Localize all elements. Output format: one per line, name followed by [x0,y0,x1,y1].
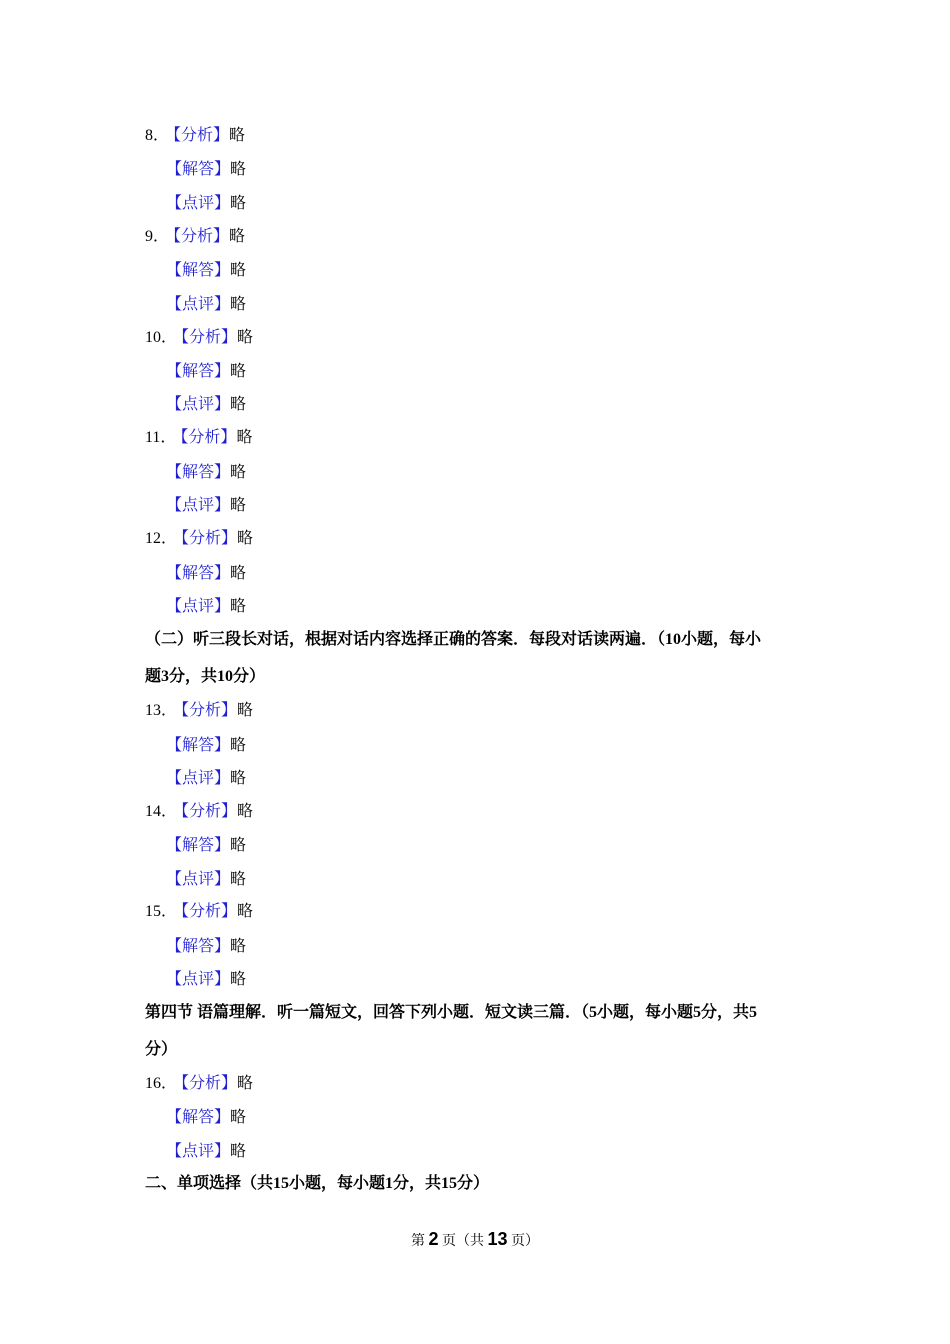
answer-text: 略 [237,1075,254,1092]
section-heading: 题3分，共10分） [145,668,266,685]
section-tag: 【分析】 [173,228,230,245]
section-tag: 【分析】 [181,903,238,920]
answer-line [166,158,246,182]
answer-text: 略 [230,938,247,955]
answer-text: 略 [230,396,247,413]
answer-text: 略 [237,329,254,346]
question-line [145,1072,253,1096]
answer-text: 略 [230,1109,247,1126]
question-line [145,527,253,551]
answer-text: 略 [237,803,254,820]
answer-line [166,1140,246,1164]
section-tag: 【解答】 [166,737,231,754]
section-tag: 【解答】 [166,464,231,481]
section-tag: 【解答】 [166,837,231,854]
question-number: 16． [145,1075,178,1092]
section-heading: 分） [145,1041,178,1058]
answer-text: 略 [237,702,254,719]
section-tag: 【分析】 [181,329,238,346]
footer-suffix: 页） [511,1234,540,1249]
question-number: 11． [145,429,177,446]
question-line [145,326,253,350]
answer-line [166,461,246,485]
answer-line [166,293,246,317]
answer-text: 略 [236,429,253,446]
answer-text: 略 [230,497,247,514]
section-tag: 【点评】 [166,871,231,888]
section-tag: 【分析】 [181,702,238,719]
section-tag: 【分析】 [173,127,230,144]
section-tag: 【点评】 [166,1143,231,1160]
answer-line [166,360,246,384]
section-tag: 【解答】 [166,161,231,178]
section-tag: 【解答】 [166,363,231,380]
section-tag: 【点评】 [166,497,231,514]
footer-total-pages: 13 [487,1229,508,1249]
answer-line [166,767,246,791]
section-tag: 【点评】 [166,971,231,988]
footer-prefix: 第 [410,1234,425,1249]
section-heading: （二）听三段长对话，根据对话内容选择正确的答案．每段对话读两遍．（10小题，每小 [145,631,762,648]
section-tag: 【解答】 [166,1109,231,1126]
answer-text: 略 [237,530,254,547]
answer-line [166,1106,246,1130]
answer-line [166,935,246,959]
question-number: 8． [145,127,170,144]
section-tag: 【分析】 [180,429,237,446]
answer-text: 略 [230,565,247,582]
question-line [145,124,245,148]
answer-line [166,868,246,892]
section-tag: 【点评】 [166,770,231,787]
answer-text: 略 [230,296,247,313]
answer-text: 略 [230,837,247,854]
question-number: 13． [145,702,178,719]
answer-line [166,192,246,216]
answer-text: 略 [230,1143,247,1160]
question-number: 15． [145,903,178,920]
answer-text: 略 [230,971,247,988]
footer-middle: 页（共 [441,1234,484,1249]
answer-line [166,834,246,858]
answer-line [166,259,246,283]
section-tag: 【解答】 [166,565,231,582]
section-tag: 【分析】 [181,1075,238,1092]
section-tag: 【点评】 [166,396,231,413]
question-number: 9． [145,228,170,245]
answer-text: 略 [230,770,247,787]
answer-line [166,968,246,992]
answer-line [166,734,246,758]
section-tag: 【解答】 [166,262,231,279]
answer-line [166,393,246,417]
answer-text: 略 [230,464,247,481]
question-line [145,699,253,723]
question-line [145,900,253,924]
section-tag: 【分析】 [181,803,238,820]
question-number: 14． [145,803,178,820]
answer-line [166,562,246,586]
section-tag: 【点评】 [166,195,231,212]
section-tag: 【点评】 [166,598,231,615]
page-footer [0,1226,950,1255]
footer-page-number: 2 [428,1229,439,1249]
section-heading: 第四节 语篇理解．听一篇短文，回答下列小题．短文读三篇．（5小题，每小题5分，共5 [145,1004,758,1021]
question-number: 12． [145,530,178,547]
answer-text: 略 [229,127,246,144]
answer-text: 略 [230,737,247,754]
question-number: 10． [145,329,178,346]
section-tag: 【解答】 [166,938,231,955]
question-line [145,800,253,824]
answer-text: 略 [230,161,247,178]
answer-line [166,595,246,619]
answer-line [166,494,246,518]
answer-text: 略 [230,598,247,615]
answer-text: 略 [229,228,246,245]
answer-text: 略 [230,262,247,279]
section-heading: 二、单项选择（共15小题，每小题1分，共15分） [145,1175,490,1192]
answer-text: 略 [230,871,247,888]
section-tag: 【分析】 [181,530,238,547]
answer-text: 略 [230,363,247,380]
question-line [145,225,245,249]
answer-text: 略 [237,903,254,920]
section-tag: 【点评】 [166,296,231,313]
answer-text: 略 [230,195,247,212]
question-line [145,426,252,450]
